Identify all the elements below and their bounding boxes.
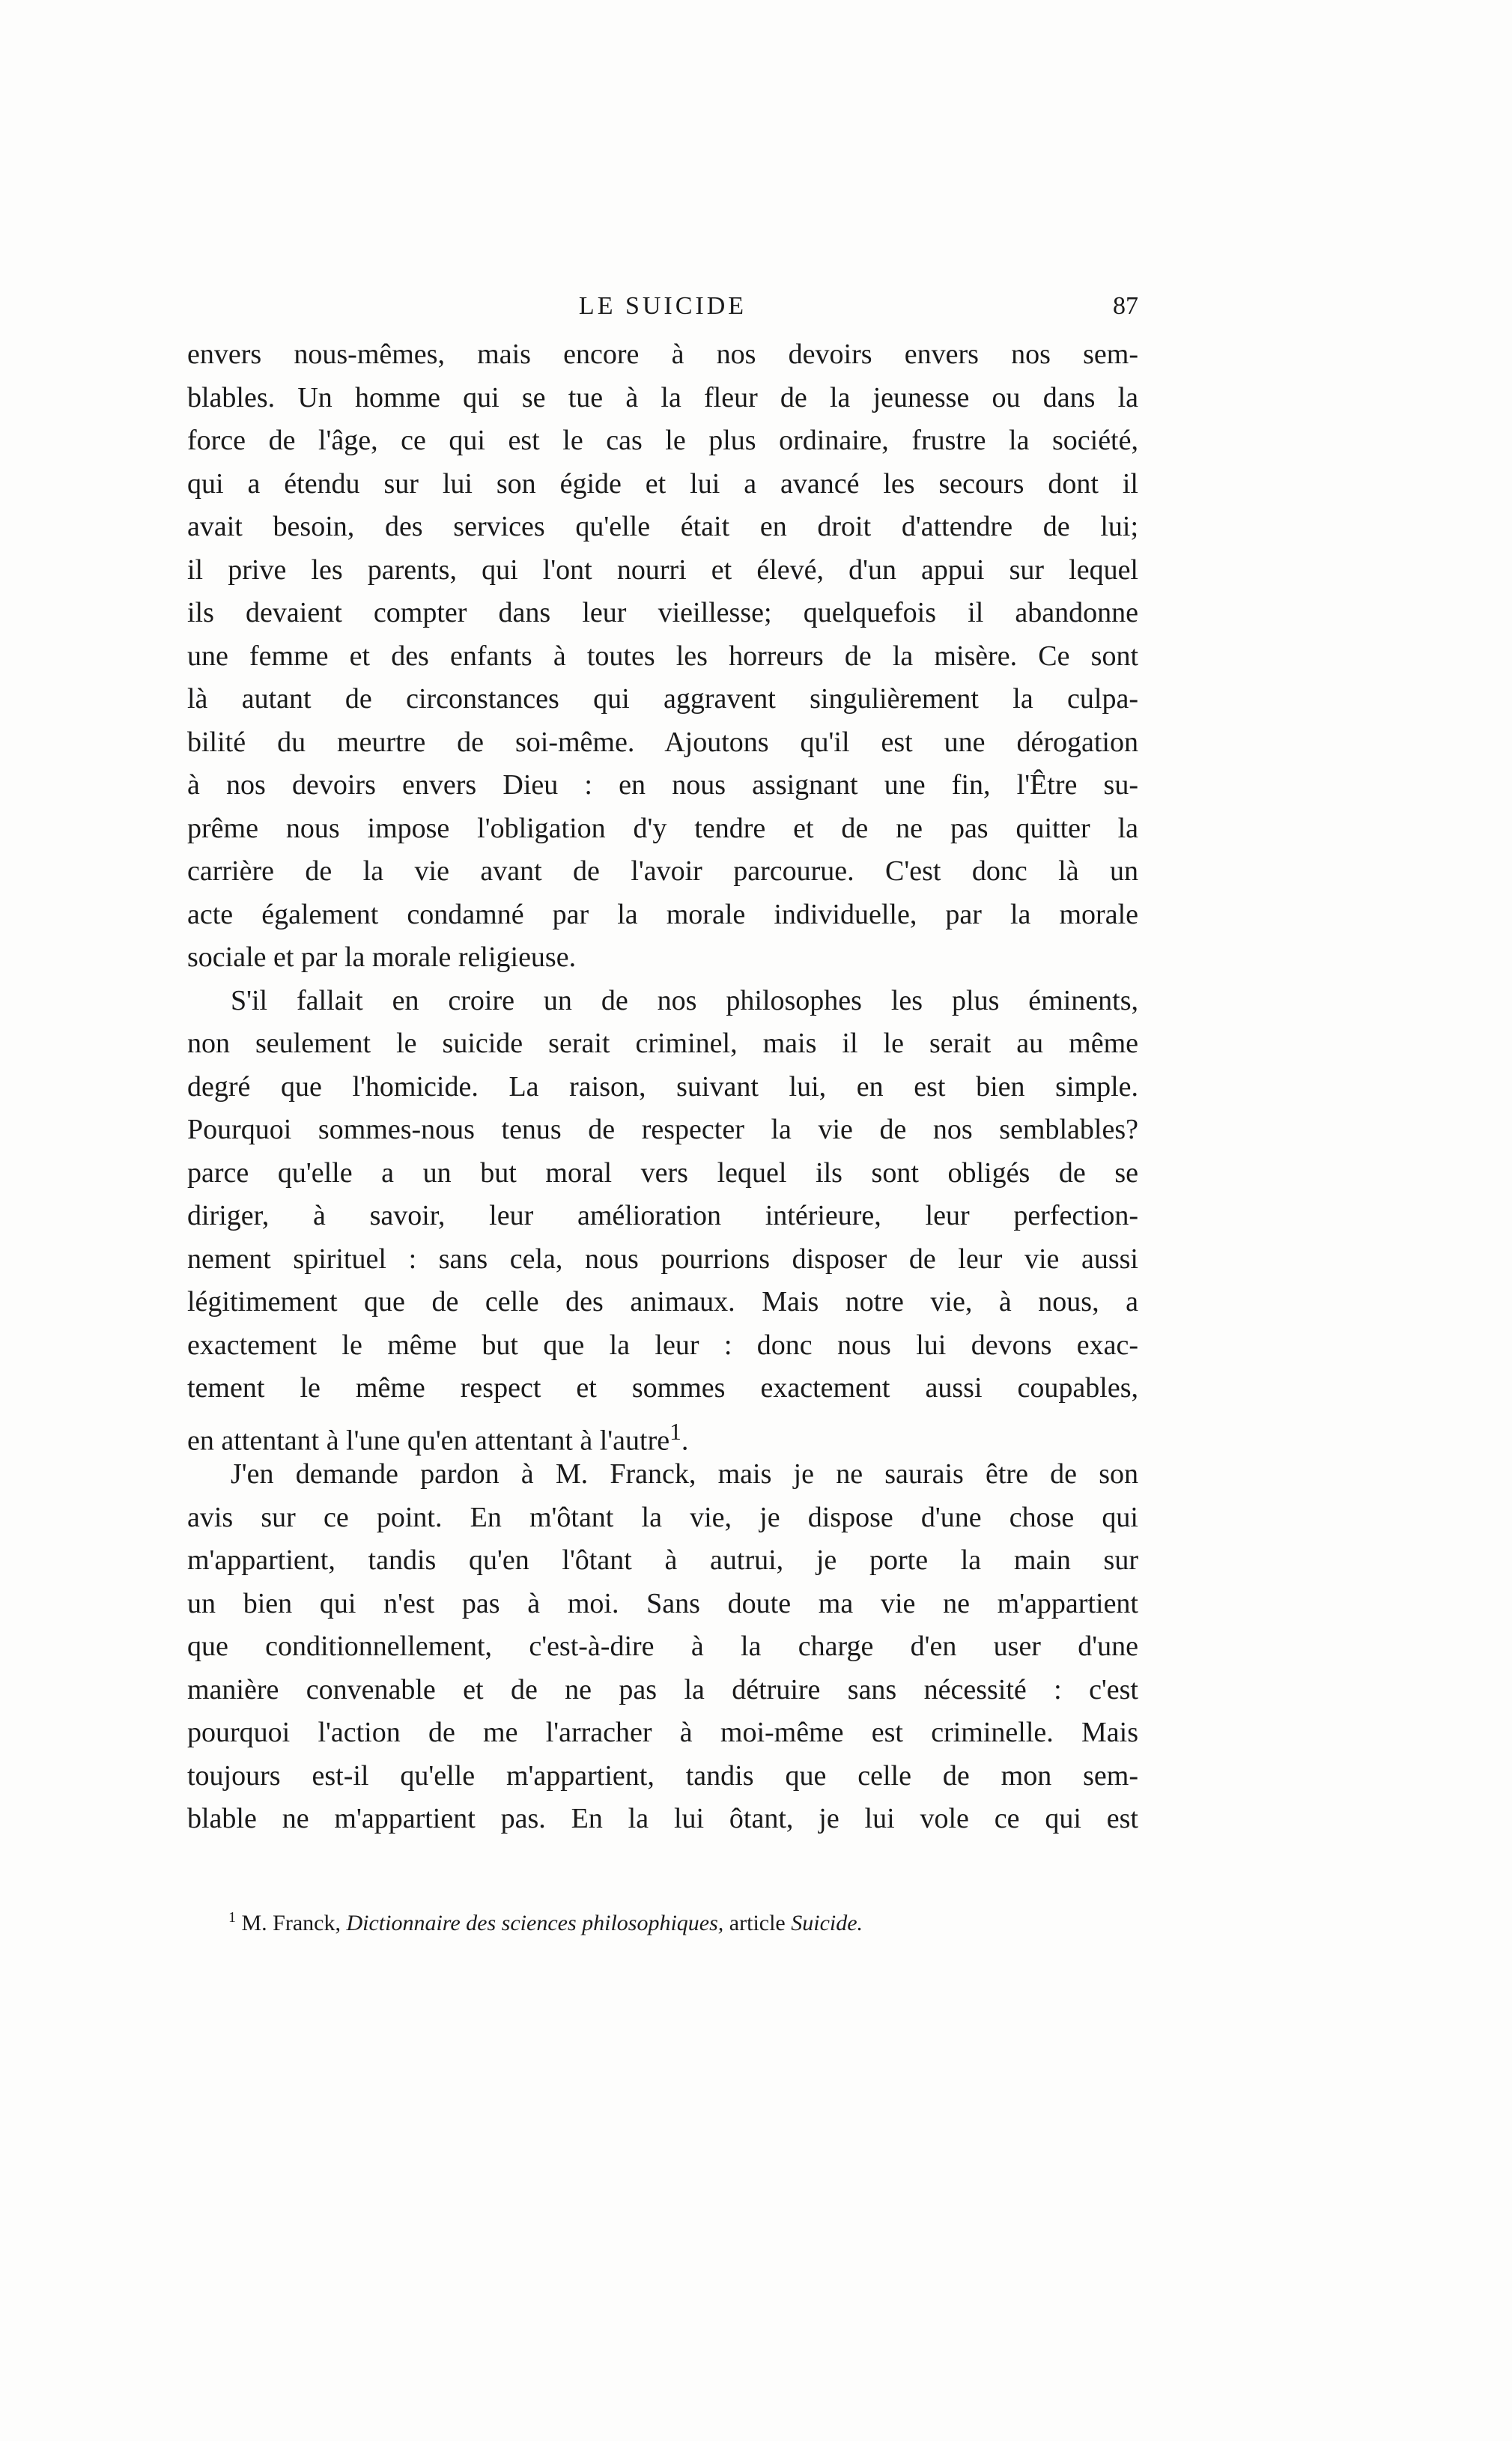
text-line: que conditionnellement, c'est-à-dire à la charge d'en user d'une <box>187 1631 1138 1662</box>
text-line: diriger, à savoir, leur amélioration intérieure, leur perfection- <box>187 1200 1138 1231</box>
text-line: J'en demande pardon à M. Franck, mais je ne saurais être de son <box>231 1458 1138 1490</box>
text-line: toujours est-il qu'elle m'appartient, tandis que celle de mon sem- <box>187 1759 1138 1792</box>
text-line: carrière de la vie avant de l'avoir parcourue. C'est donc là un <box>187 855 1138 887</box>
footnote-article-name: Suicide. <box>791 1911 863 1935</box>
text-line: exactement le même but que la leur : donc nous lui devons exac- <box>187 1329 1138 1361</box>
text-line: S'il fallait en croire un de nos philosophes les plus éminents, <box>231 984 1138 1016</box>
page-number: 87 <box>1113 292 1138 320</box>
text-line: ils devaient compter dans leur vieillesse; quelquefois il abandonne <box>187 597 1138 628</box>
running-head <box>187 292 1138 330</box>
text-line: blable ne m'appartient pas. En la lui ôtant, je lui vole ce qui est <box>187 1803 1138 1834</box>
text-line: légitimement que de celle des animaux. Mais notre vie, à nous, a <box>187 1286 1138 1317</box>
footnote-author: M. Franck, <box>241 1911 341 1935</box>
text-line: non seulement le suicide serait criminel, mais il le serait au même <box>187 1028 1138 1059</box>
text-line-with-footnote-ref: en attentant à l'une qu'en attentant à l'autre$^1$. <box>187 1418 689 1457</box>
text-line: Pourquoi sommes-nous tenus de respecter la vie de nos semblables? <box>187 1114 1138 1145</box>
text-line: manière convenable et de ne pas la détruire sans nécessité : c'est <box>187 1673 1138 1705</box>
running-title: LE SUICIDE <box>578 292 747 320</box>
text-line: envers nous-mêmes, mais encore à nos devoirs envers nos sem- <box>187 339 1138 370</box>
text-line: qui a étendu sur lui son égide et lui a avancé les secours dont il <box>187 467 1138 500</box>
text-line: il prive les parents, qui l'ont nourri et élevé, d'un appui sur lequel <box>187 554 1138 586</box>
text-line: bilité du meurtre de soi-même. Ajoutons qu'il est une dérogation <box>187 726 1138 758</box>
text-line: force de l'âge, ce qui est le cas le plus ordinaire, frustre la société, <box>187 425 1138 456</box>
text-line: blables. Un homme qui se tue à la fleur de la jeunesse ou dans la <box>187 381 1138 413</box>
body-text <box>187 333 1138 1841</box>
text-line: sociale et par la morale religieuse. <box>187 941 577 973</box>
text-line: acte également condamné par la morale individuelle, par la morale <box>187 898 1138 930</box>
footnote <box>228 1902 1127 1938</box>
footnote-title: Dictionnaire des sciences philosophiques, <box>346 1911 724 1935</box>
text-line: une femme et des enfants à toutes les horreurs de la misère. Ce sont <box>187 640 1138 672</box>
text-line: degré que l'homicide. La raison, suivant lui, en est bien simple. <box>187 1070 1138 1103</box>
text-line: à nos devoirs envers Dieu : en nous assignant une fin, l'Être su- <box>187 769 1138 801</box>
text-line: un bien qui n'est pas à moi. Sans doute ma vie ne m'appartient <box>187 1587 1138 1619</box>
text-line: nement spirituel : sans cela, nous pourrions disposer de leur vie aussi <box>187 1243 1138 1275</box>
text-line: m'appartient, tandis qu'en l'ôtant à autrui, je porte la main sur <box>187 1544 1138 1576</box>
text-line: avait besoin, des services qu'elle était en droit d'attendre de lui; <box>187 511 1138 542</box>
footnote-marker: 1 <box>228 1909 236 1926</box>
text-line: tement le même respect et sommes exactement aussi coupables, <box>187 1372 1138 1404</box>
footnote-reference: 1 <box>670 1418 681 1445</box>
footnote-article-label: article <box>729 1911 786 1935</box>
text-line: avis sur ce point. En m'ôtant la vie, je dispose d'une chose qui <box>187 1501 1138 1533</box>
text-line: parce qu'elle a un but moral vers lequel ils sont obligés de se <box>187 1156 1138 1189</box>
text-line: prême nous impose l'obligation d'y tendre et de ne pas quitter la <box>187 812 1138 844</box>
text-line: pourquoi l'action de me l'arracher à moi-même est criminelle. Mais <box>187 1717 1138 1748</box>
text-line: là autant de circonstances qui aggravent singulièrement la culpa- <box>187 683 1138 715</box>
text-line-content: en attentant à l'une qu'en attentant à l'autre <box>187 1425 670 1457</box>
